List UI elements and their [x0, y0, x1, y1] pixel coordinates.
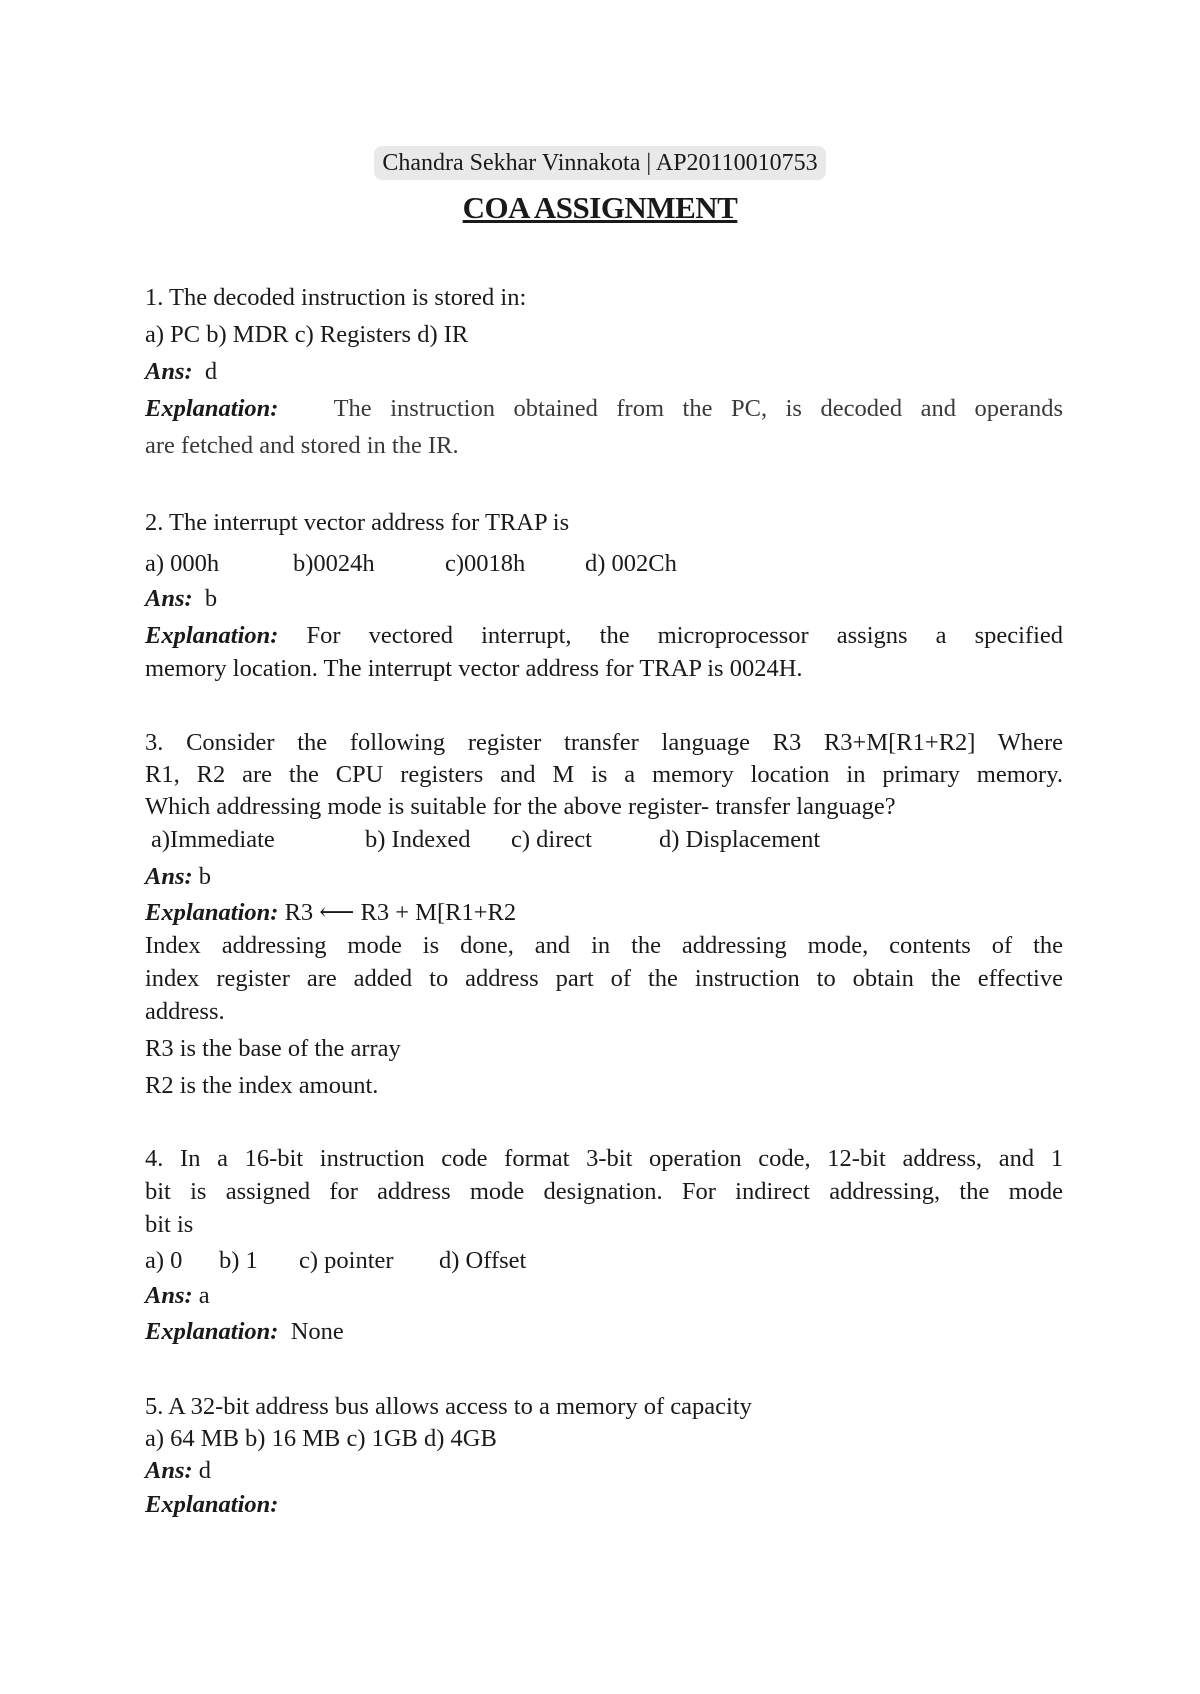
- q3-question-line1: 3. Consider the following register transfer language R3 R3+M[R1+R2] Where: [145, 729, 1063, 756]
- q4-answer: a: [198, 1282, 210, 1309]
- q4-answer-line: [145, 1281, 210, 1311]
- q1-answer-line: [145, 357, 217, 387]
- q2-answer: b: [204, 585, 218, 612]
- q3-explanation-line6: R2 is the index amount.: [145, 1072, 379, 1099]
- q3-answer-line: [145, 862, 211, 892]
- q4-options: [145, 1246, 526, 1276]
- q2-option-c: c)0018h: [445, 550, 526, 577]
- q5-options: a) 64 MB b) 16 MB c) 1GB d) 4GB: [145, 1425, 497, 1452]
- q1-explanation-line1: [145, 394, 1063, 424]
- q4-explanation-text: None: [290, 1318, 344, 1345]
- q5-answer-line: [145, 1456, 211, 1486]
- q4-option-d: d) Offset: [439, 1247, 527, 1274]
- ans-label: Ans:: [145, 358, 193, 385]
- ans-label: Ans:: [145, 863, 193, 890]
- q4-option-a: a) 0: [145, 1247, 183, 1274]
- q1-answer: d: [204, 358, 218, 385]
- q4-option-b: b) 1: [219, 1247, 258, 1274]
- q2-option-b: b)0024h: [293, 550, 375, 577]
- q5-question: 5. A 32-bit address bus allows access to a memory of capacity: [145, 1393, 752, 1420]
- q2-option-d: d) 002Ch: [585, 550, 677, 577]
- q3-explanation-line3: index register are added to address part of the instruction to obtain the effective: [145, 965, 1063, 992]
- q3-options: [151, 825, 820, 855]
- q1-explanation-text1: The instruction obtained from the PC, is decoded and operands: [333, 395, 1063, 422]
- explanation-label: Explanation:: [145, 395, 279, 422]
- q1-explanation-line2: are fetched and stored in the IR.: [145, 432, 459, 459]
- q4-question-line1: 4. In a 16-bit instruction code format 3-bit operation code, 12-bit address, and 1: [145, 1145, 1063, 1172]
- q4-option-c: c) pointer: [299, 1247, 394, 1274]
- q2-question: 2. The interrupt vector address for TRAP is: [145, 509, 570, 536]
- q3-option-b: b) Indexed: [365, 826, 471, 853]
- q2-explanation-line1: [145, 621, 1063, 651]
- q3-answer: b: [198, 863, 212, 890]
- q5-explanation-line: [145, 1490, 278, 1520]
- q1-options: a) PC b) MDR c) Registers d) IR: [145, 321, 469, 348]
- q3-explanation-line2: Index addressing mode is done, and in the addressing mode, contents of the: [145, 932, 1063, 959]
- q4-question-line2: bit is assigned for address mode designation. For indirect addressing, the mode: [145, 1178, 1063, 1205]
- explanation-label: Explanation:: [145, 899, 279, 926]
- author-header: [0, 146, 1200, 180]
- ans-label: Ans:: [145, 1457, 193, 1484]
- explanation-label: Explanation:: [145, 1491, 279, 1518]
- q4-question-line3: bit is: [145, 1211, 194, 1238]
- q3-question-line3: Which addressing mode is suitable for the above register- transfer language?: [145, 793, 896, 820]
- ans-label: Ans:: [145, 585, 193, 612]
- q2-explanation-line2: memory location. The interrupt vector address for TRAP is 0024H.: [145, 655, 803, 682]
- q3-option-a: a)Immediate: [151, 826, 275, 853]
- q2-options: [145, 549, 677, 579]
- q3-question-line2: R1, R2 are the CPU registers and M is a memory location in primary memory.: [145, 761, 1063, 788]
- q3-option-c: c) direct: [511, 826, 592, 853]
- q2-answer-line: [145, 584, 217, 614]
- q5-answer: d: [198, 1457, 212, 1484]
- q3-explanation-line4: address.: [145, 998, 225, 1025]
- explanation-label: Explanation:: [145, 622, 279, 649]
- q3-explanation-line1: [145, 898, 516, 928]
- q2-explanation-text1: For vectored interrupt, the microprocessor assigns a specified: [306, 622, 1064, 649]
- q2-option-a: a) 000h: [145, 550, 220, 577]
- page-title: COA ASSIGNMENT: [462, 190, 738, 225]
- explanation-label: Explanation:: [145, 1318, 279, 1345]
- q3-explanation-text1: R3 ⟵ R3 + M[R1+R2: [284, 899, 517, 926]
- author-name: Chandra Sekhar Vinnakota | AP20110010753: [374, 146, 825, 180]
- q3-option-d: d) Displacement: [659, 826, 821, 853]
- q3-explanation-line5: R3 is the base of the array: [145, 1035, 401, 1062]
- q4-explanation-line: [145, 1317, 344, 1347]
- q1-question: 1. The decoded instruction is stored in:: [145, 284, 527, 311]
- ans-label: Ans:: [145, 1282, 193, 1309]
